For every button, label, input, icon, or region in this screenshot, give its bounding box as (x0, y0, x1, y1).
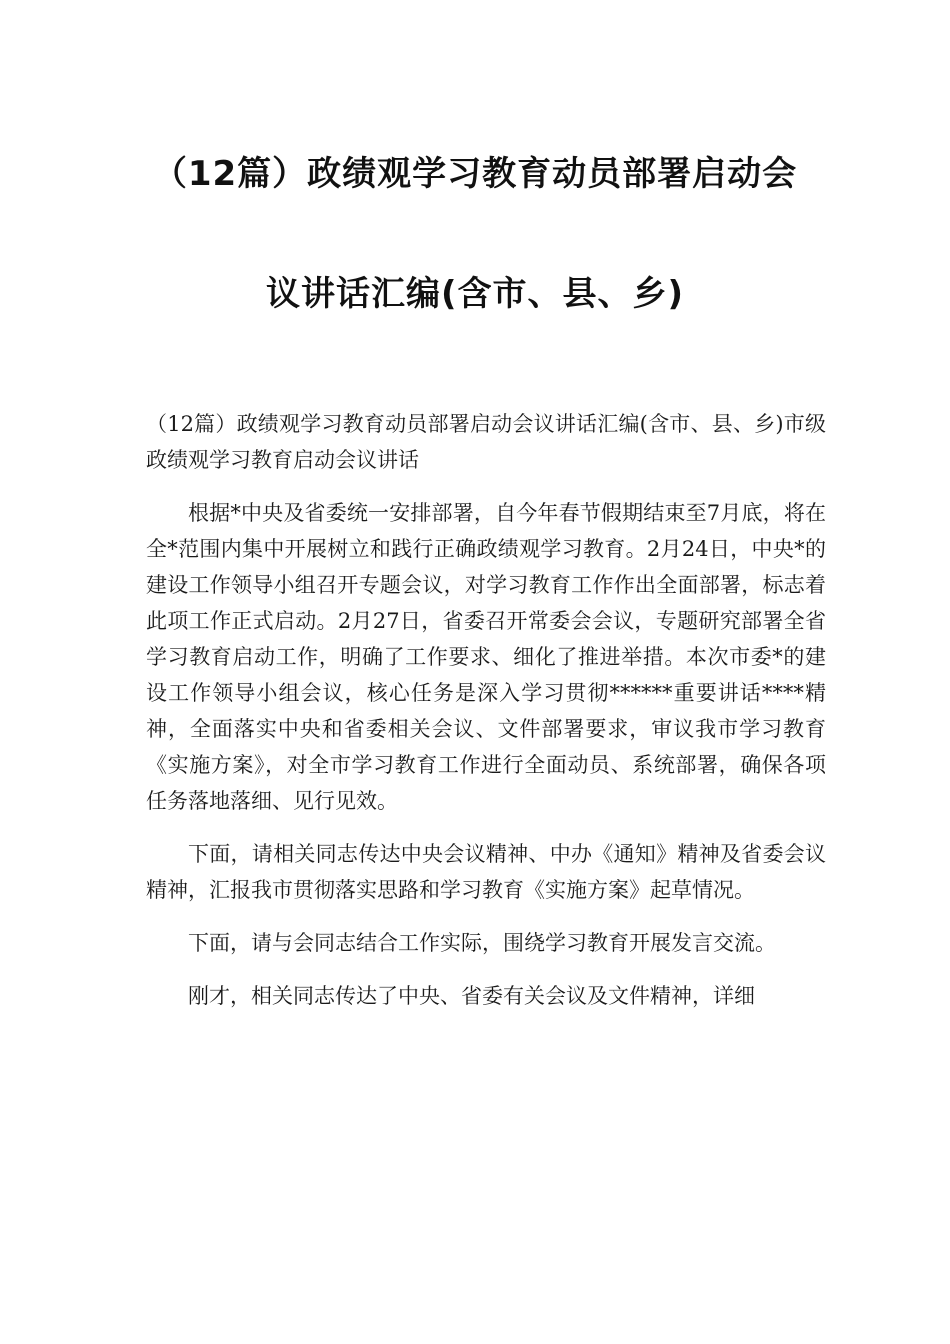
paragraph: 下面，请与会同志结合工作实际，围绕学习教育开展发言交流。 (188, 931, 776, 955)
document-title-line-1: （12篇）政绩观学习教育动员部署启动会 (152, 154, 798, 194)
document-body (146, 406, 826, 1031)
paragraph: 下面，请相关同志传达中央会议精神、中办《通知》精神及省委会议精神，汇报我市贯彻落实思路和学习教育《实施方案》起草情况。 (146, 842, 826, 902)
paragraph: 根据*中央及省委统一安排部署，自今年春节假期结束至7月底，将在全*范围内集中开展树立和践行正确政绩观学习教育。2月24日，中央*的建设工作领导小组召开专题会议，对学习教育工作作出全面部署，标志着此项工作正式启动。2月27日，省委召开常委会会议，专题研究部署全省学习教育启动工作，明确了工作要求、细化了推进举措。本次市委*的建设工作领导小组会议，核心任务是深入学习贯彻******重要讲话****精神，全面落实中央和省委相关会议、文件部署要求，审议我市学习教育《实施方案》，对全市学习教育工作进行全面动员、系统部署，确保各项任务落地落细、见行见效。 (146, 501, 826, 813)
paragraph-heading: （12篇）政绩观学习教育动员部署启动会议讲话汇编(含市、县、乡)市级政绩观学习教育启动会议讲话 (146, 412, 826, 472)
document-title-line-2: 议讲话汇编(含市、县、乡) (265, 274, 685, 314)
paragraph: 刚才，相关同志传达了中央、省委有关会议及文件精神，详细 (188, 984, 755, 1008)
